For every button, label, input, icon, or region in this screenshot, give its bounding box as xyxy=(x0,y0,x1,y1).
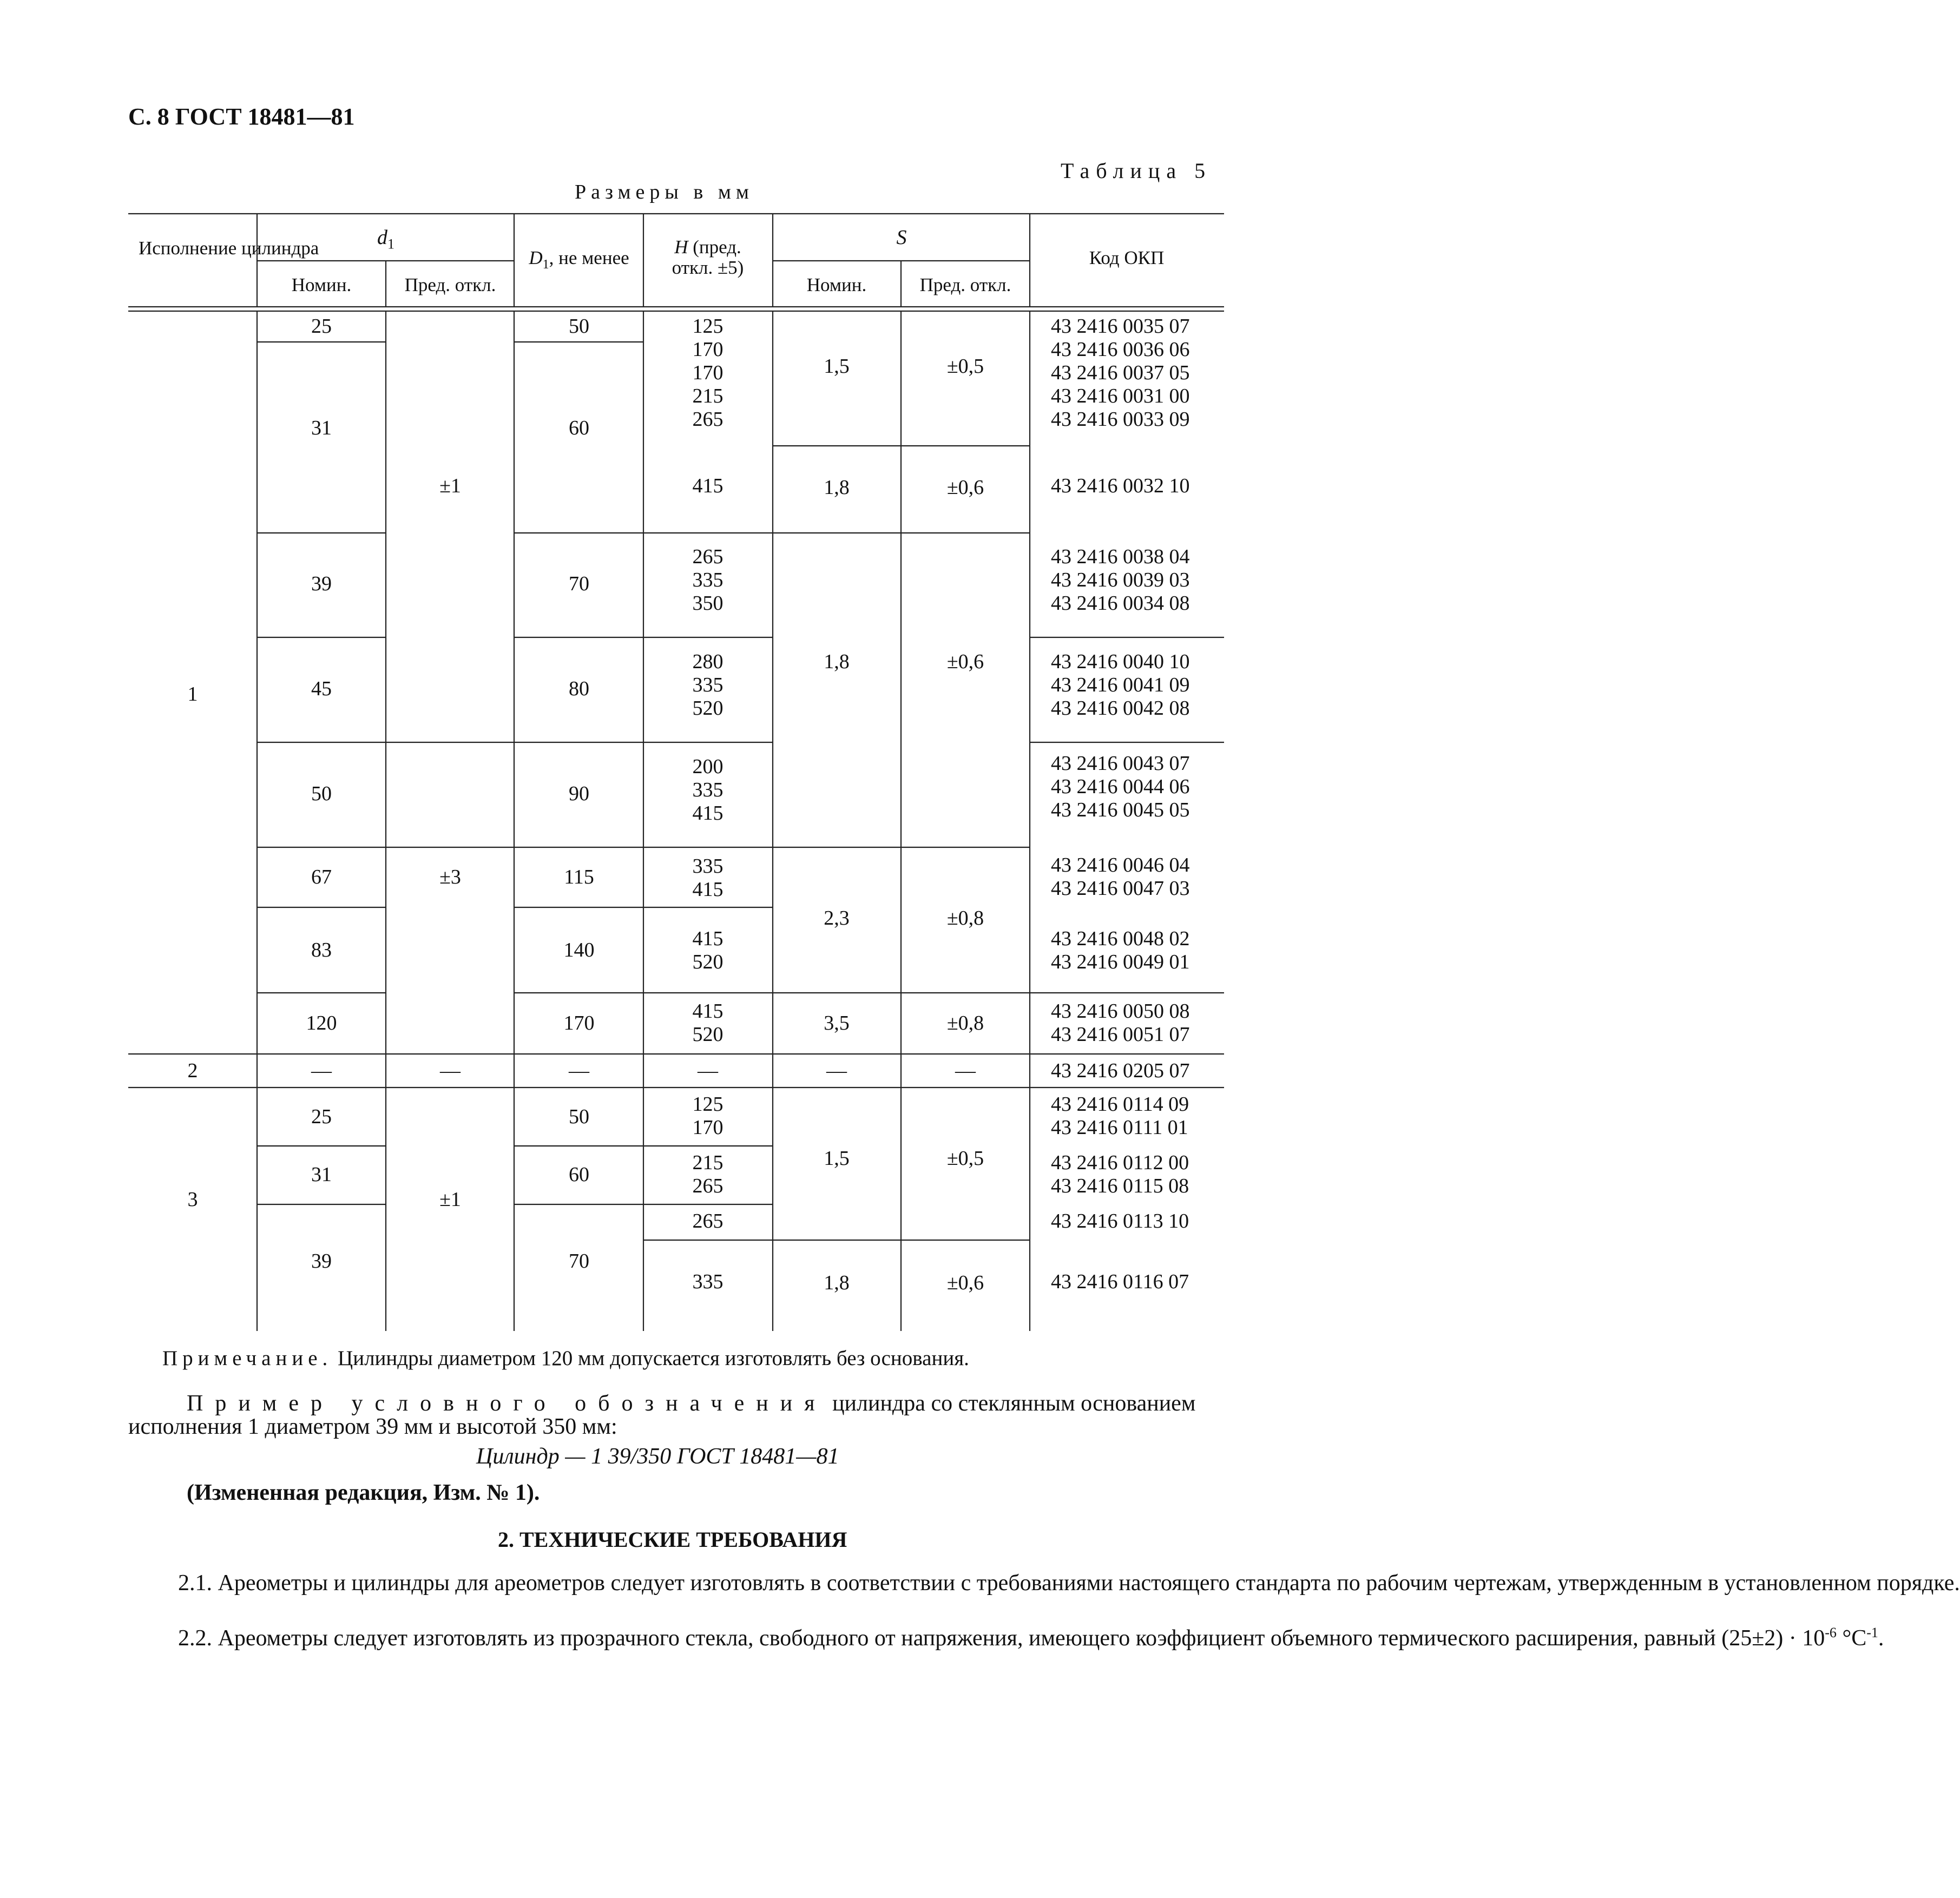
dash-cell: — xyxy=(826,1059,847,1082)
D1-caption: , не менее xyxy=(549,247,629,268)
S-nominal-cell: 2,3 xyxy=(824,907,850,930)
okp-code: 43 2416 0044 06 xyxy=(1051,775,1190,798)
okp-code: 43 2416 0051 07 xyxy=(1051,1023,1190,1046)
variant-cell: 3 xyxy=(187,1188,198,1211)
d1-nominal-cell: 50 xyxy=(311,782,332,805)
S-tolerance-cell: ±0,8 xyxy=(946,907,984,930)
S-tolerance-cell: ±0,6 xyxy=(946,1271,984,1294)
section-title: 2. ТЕХНИЧЕСКИЕ ТРЕБОВАНИЯ xyxy=(498,1527,847,1552)
S-tolerance-cell: ±0,6 xyxy=(946,476,984,499)
okp-code: 43 2416 0041 09 xyxy=(1051,674,1190,696)
D1-cell: 115 xyxy=(564,866,594,888)
okp-code: 43 2416 0033 09 xyxy=(1051,408,1190,431)
S-tolerance-cell: ±0,5 xyxy=(946,1147,984,1170)
okp-code: 43 2416 0111 01 xyxy=(1051,1116,1188,1139)
S-tolerance-cell: ±0,6 xyxy=(946,650,984,673)
okp-code: 43 2416 0114 09 xyxy=(1051,1093,1189,1116)
table-note xyxy=(162,1346,969,1370)
col-header-S-tolerance: Пред. откл. xyxy=(919,274,1011,295)
paragraph-2-2 xyxy=(128,1620,1884,1651)
d1-nominal-cell: 25 xyxy=(311,315,332,338)
okp-code: 43 2416 0042 08 xyxy=(1051,697,1190,720)
col-header-S xyxy=(897,226,907,249)
okp-code: 43 2416 0050 08 xyxy=(1051,1000,1190,1023)
col-header-okp-code: Код ОКП xyxy=(1089,247,1165,268)
D1-cell: 60 xyxy=(569,1163,589,1186)
D1-symbol: D xyxy=(529,247,543,268)
d1-nominal-cell: 39 xyxy=(311,1250,332,1273)
H-cell: 125 170 xyxy=(692,1093,724,1139)
okp-code: 43 2416 0047 03 xyxy=(1051,877,1190,900)
D1-cell: 90 xyxy=(569,782,589,805)
H-cell: 125 170 170 215 265 xyxy=(692,315,724,431)
okp-code: 43 2416 0035 07 xyxy=(1051,315,1190,338)
H-caption: (пред. откл. ±5) xyxy=(672,236,744,278)
dash-cell: — xyxy=(440,1059,461,1082)
paragraph-2-1: 2.1. Ареометры и цилиндры для ареометров следует изготовлять в соответствии с требованиями настоящего стандарта по рабочим чертежам, утвержденным в установленном порядке. xyxy=(178,1571,1960,1596)
page-header: С. 8 ГОСТ 18481—81 xyxy=(128,103,355,130)
okp-code: 43 2416 0039 03 xyxy=(1051,569,1190,591)
variant-cell: 2 xyxy=(187,1059,198,1082)
D1-subscript: 1 xyxy=(542,258,549,272)
okp-code: 43 2416 0040 10 xyxy=(1051,650,1190,673)
col-header-D1 xyxy=(529,248,629,275)
col-header-H xyxy=(654,237,762,278)
H-cell: 215 265 xyxy=(692,1151,724,1197)
p22-exponent: -6 xyxy=(1825,1625,1837,1640)
okp-code: 43 2416 0036 06 xyxy=(1051,338,1190,361)
D1-cell: 70 xyxy=(569,1250,589,1273)
D1-cell: 70 xyxy=(569,572,589,595)
example-line-2: исполнения 1 диаметром 39 мм и высотой 350 мм: xyxy=(128,1414,617,1439)
okp-code: 43 2416 0032 10 xyxy=(1051,475,1190,497)
okp-code: 43 2416 0046 04 xyxy=(1051,854,1190,876)
okp-code: 43 2416 0205 07 xyxy=(1051,1059,1190,1082)
okp-code: 43 2416 0043 07 xyxy=(1051,752,1190,775)
dash-cell: — xyxy=(698,1059,718,1082)
dash-cell: — xyxy=(569,1059,589,1082)
D1-cell: 140 xyxy=(563,939,595,961)
designation-formula: Цилиндр — 1 39/350 ГОСТ 18481—81 xyxy=(476,1444,839,1469)
p22-text: 2.2. Ареометры следует изготовлять из прозрачного стекла, свободного от напряжения, имеющего коэффициент объемного термического расширения, равный (25±2) · 10 xyxy=(178,1626,1825,1651)
S-nominal-cell: 1,8 xyxy=(824,476,850,499)
okp-code: 43 2416 0048 02 xyxy=(1051,927,1190,950)
H-cell: 335 xyxy=(692,1270,724,1293)
d1-nominal-cell: 25 xyxy=(311,1105,332,1128)
okp-code: 43 2416 0034 08 xyxy=(1051,592,1190,615)
okp-code: 43 2416 0038 04 xyxy=(1051,545,1190,568)
example-line-1 xyxy=(187,1390,1195,1416)
H-cell: 265 335 350 xyxy=(692,545,724,615)
d1-nominal-cell: 45 xyxy=(311,677,332,700)
revision-note: (Измененная редакция, Изм. № 1). xyxy=(187,1480,540,1505)
H-cell: 265 xyxy=(692,1210,724,1233)
okp-code: 43 2416 0116 07 xyxy=(1051,1270,1189,1293)
p22-unit: °С xyxy=(1836,1626,1867,1651)
d1-tolerance-cell: ±1 xyxy=(439,475,461,497)
okp-code: 43 2416 0031 00 xyxy=(1051,385,1190,407)
H-symbol: H xyxy=(674,236,688,258)
example-text: цилиндра со стеклянным основанием xyxy=(826,1391,1196,1416)
col-header-d1-nominal: Номин. xyxy=(291,274,352,295)
d1-subscript: 1 xyxy=(387,236,394,252)
variant-cell: 1 xyxy=(187,683,198,706)
p22-unit-exponent: -1 xyxy=(1866,1625,1878,1640)
S-nominal-cell: 1,8 xyxy=(824,650,850,673)
S-nominal-cell: 1,8 xyxy=(824,1271,850,1294)
okp-code: 43 2416 0115 08 xyxy=(1051,1175,1189,1197)
d1-nominal-cell: 31 xyxy=(311,1163,332,1186)
d1-nominal-cell: 83 xyxy=(311,939,332,961)
d1-nominal-cell: 120 xyxy=(306,1012,337,1034)
S-nominal-cell: 1,5 xyxy=(824,355,850,378)
dash-cell: — xyxy=(311,1059,332,1082)
table-number: Таблица 5 xyxy=(1061,159,1212,183)
example-label: Пример условного обозначения xyxy=(187,1391,827,1416)
H-cell: 415 xyxy=(692,475,724,497)
S-nominal-cell: 1,5 xyxy=(824,1147,850,1170)
units-caption: Размеры в мм xyxy=(575,181,754,203)
okp-code: 43 2416 0113 10 xyxy=(1051,1210,1189,1233)
col-header-d1-tolerance: Пред. откл. xyxy=(404,274,496,295)
H-cell: 415 520 xyxy=(692,927,724,973)
d1-nominal-cell: 39 xyxy=(311,572,332,595)
H-cell: 415 520 xyxy=(692,1000,724,1046)
d1-nominal-cell: 31 xyxy=(311,417,332,439)
p22-end: . xyxy=(1878,1626,1884,1651)
D1-cell: 50 xyxy=(569,1105,589,1128)
H-cell: 200 335 415 xyxy=(692,755,724,825)
okp-code: 43 2416 0112 00 xyxy=(1051,1151,1189,1174)
col-header-S-nominal: Номин. xyxy=(806,274,867,295)
dash-cell: — xyxy=(955,1059,976,1082)
S-symbol: S xyxy=(896,226,907,249)
d1-tolerance-cell: ±1 xyxy=(439,1188,461,1211)
D1-cell: 170 xyxy=(563,1012,595,1034)
S-tolerance-cell: ±0,5 xyxy=(946,355,984,378)
note-label: Примечание. xyxy=(162,1347,333,1370)
H-cell: 280 335 520 xyxy=(692,650,724,720)
D1-cell: 50 xyxy=(569,315,589,338)
S-tolerance-cell: ±0,8 xyxy=(946,1012,984,1034)
okp-code: 43 2416 0045 05 xyxy=(1051,799,1190,821)
okp-code: 43 2416 0037 05 xyxy=(1051,361,1190,384)
d1-nominal-cell: 67 xyxy=(311,866,332,888)
H-cell: 335 415 xyxy=(692,855,724,901)
okp-code: 43 2416 0049 01 xyxy=(1051,951,1190,973)
D1-cell: 80 xyxy=(569,677,589,700)
D1-cell: 60 xyxy=(569,417,589,439)
d1-symbol: d xyxy=(377,226,387,249)
note-text: Цилиндры диаметром 120 мм допускается изготовлять без основания. xyxy=(332,1347,969,1370)
col-header-variant: Исполнение цилиндра xyxy=(139,238,319,259)
d1-tolerance-cell: ±3 xyxy=(439,866,461,888)
S-nominal-cell: 3,5 xyxy=(824,1012,850,1034)
